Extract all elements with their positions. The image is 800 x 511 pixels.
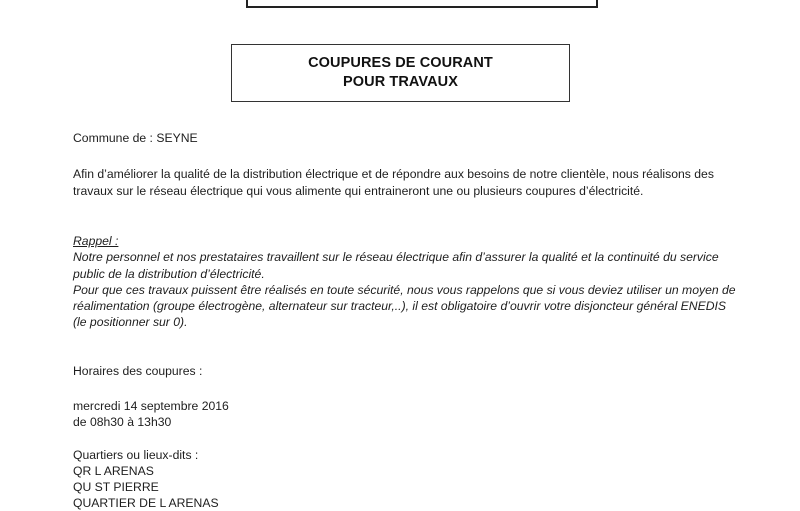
quartiers-heading: Quartiers ou lieux-dits :: [73, 448, 199, 462]
intro-paragraph-line-2: travaux sur le réseau électrique qui vous alimente qui entraineront une ou plusieurs coupures d’électricité.: [73, 184, 644, 198]
intro-paragraph-line-1: Afin d’améliorer la qualité de la distribution électrique et de répondre aux besoins de notre clientèle, nous réalisons des: [73, 167, 714, 181]
top-header-frame: [246, 0, 598, 8]
document-title-line-2: POUR TRAVAUX: [342, 74, 459, 90]
rappel-line-4: réalimentation (groupe électrogène, alternateur sur tracteur,..), il est obligatoire d’ouvrir votre disjoncteur général ENEDIS: [73, 299, 727, 313]
quartier-item: QUARTIER DE L ARENAS: [73, 496, 219, 510]
horaires-heading: Horaires des coupures :: [73, 364, 203, 378]
quartier-item: QR L ARENAS: [73, 464, 154, 478]
document-title-box: [231, 44, 570, 102]
rappel-line-5: (le positionner sur 0).: [73, 315, 188, 329]
outage-time-range: de 08h30 à 13h30: [73, 415, 172, 429]
rappel-line-1: Notre personnel et nos prestataires travaillent sur le réseau électrique afin d’assurer la qualité et la continuité du service: [73, 250, 719, 264]
commune-line: Commune de : SEYNE: [73, 131, 198, 145]
rappel-heading: Rappel :: [73, 234, 119, 248]
outage-date: mercredi 14 septembre 2016: [73, 399, 229, 413]
quartier-item: QU ST PIERRE: [73, 480, 159, 494]
document-title-line-1: COUPURES DE COURANT: [308, 55, 493, 71]
rappel-line-3: Pour que ces travaux puissent être réalisés en toute sécurité, nous vous rappelons que si vous deviez utiliser un moyen de: [73, 283, 736, 297]
rappel-line-2: public de la distribution d’électricité.: [73, 267, 265, 281]
